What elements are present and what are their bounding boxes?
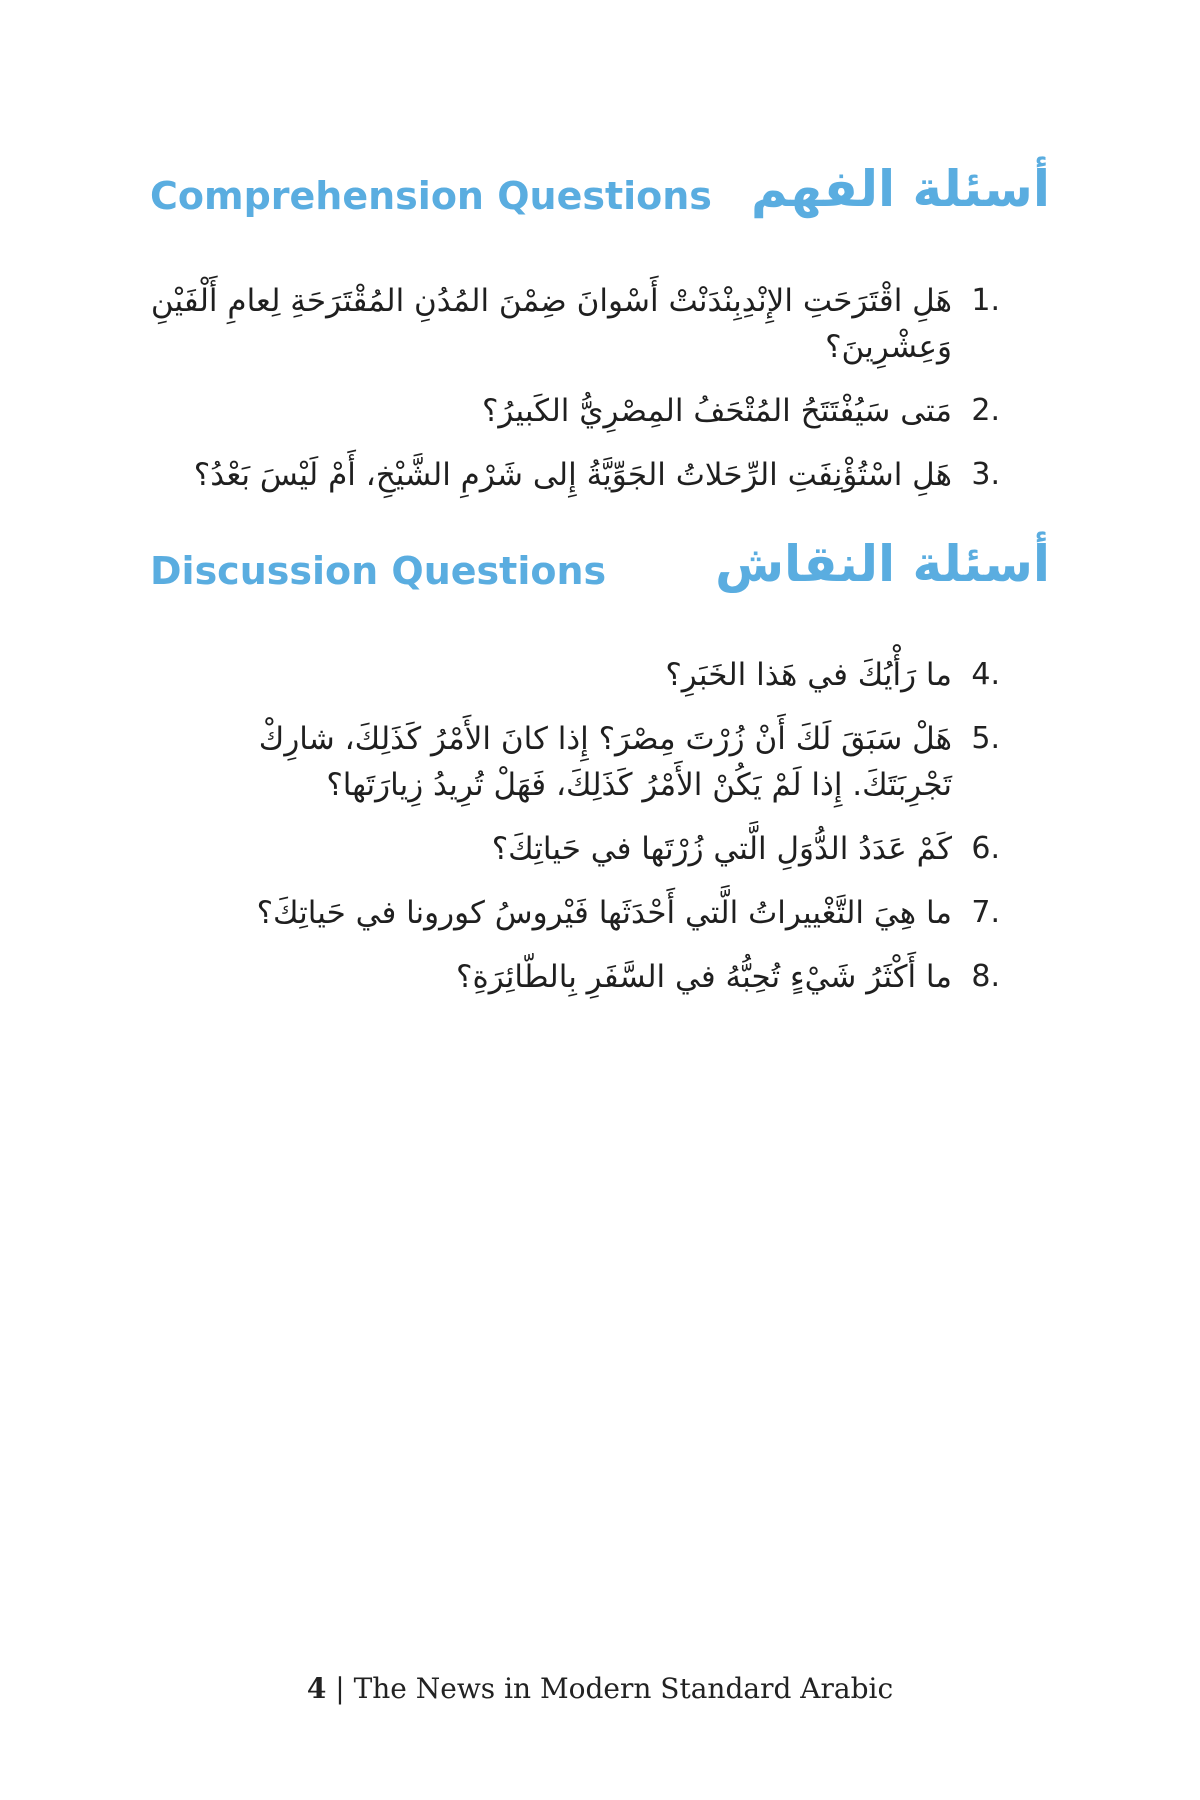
question-number: 7. bbox=[971, 895, 1000, 930]
question-item bbox=[150, 388, 1000, 434]
question-text: ما أَكْثَرُ شَيْءٍ تُحِبُّهُ في السَّفَرِ بِالطّائِرَةِ؟ bbox=[456, 959, 952, 995]
discussion-header bbox=[150, 535, 1050, 605]
discussion-title-en: Discussion Questions bbox=[150, 549, 607, 593]
question-text: كَمْ عَدَدُ الدُّوَلِ الَّتي زُرْتَها في حَياتِكَ؟ bbox=[491, 831, 952, 867]
question-item bbox=[150, 278, 1000, 370]
question-text: ما هِيَ التَّغْييراتُ الَّتي أَحْدَثَها فَيْروسُ كورونا في حَياتِكَ؟ bbox=[256, 895, 952, 931]
question-text: هَلِ اقْتَرَحَتِ الإِنْدِبِنْدَنْتْ أَسْوانَ ضِمْنَ المُدُنِ المُقْتَرَحَةِ لِعامِ أَلْفَيْنِ وَعِشْرِينَ؟ bbox=[150, 283, 952, 365]
question-number: 2. bbox=[971, 393, 1000, 428]
question-text: مَتى سَيُفْتَتَحُ المُتْحَفُ المِصْرِيُّ الكَبيرُ؟ bbox=[481, 393, 952, 429]
book-title: The News in Modern Standard Arabic bbox=[353, 1672, 894, 1705]
discussion-title-ar: أسئلة النقاش bbox=[715, 535, 1050, 593]
question-text: ما رَأْيُكَ في هَذا الخَبَرِ؟ bbox=[665, 657, 952, 693]
question-item bbox=[150, 652, 1000, 698]
question-item bbox=[150, 890, 1000, 936]
question-text: هَلْ سَبَقَ لَكَ أَنْ زُرْتَ مِصْرَ؟ إِذا كانَ الأَمْرُ كَذَلِكَ، شارِكْ تَجْرِبَتَكَ. إِذا لَمْ يَكُنْ الأَمْرُ كَذَلِكَ، فَهَلْ تُرِيدُ زِيارَتَها؟ bbox=[258, 721, 952, 803]
question-item bbox=[150, 826, 1000, 872]
question-number: 6. bbox=[971, 831, 1000, 866]
question-item bbox=[150, 954, 1000, 1000]
comprehension-question-list bbox=[150, 278, 1000, 516]
comprehension-header bbox=[150, 160, 1050, 230]
discussion-question-list bbox=[150, 652, 1000, 1018]
footer-separator: | bbox=[326, 1672, 354, 1705]
question-number: 1. bbox=[971, 283, 1000, 318]
comprehension-title-ar: أسئلة الفهم bbox=[751, 160, 1050, 218]
question-item bbox=[150, 716, 1000, 808]
comprehension-title-en: Comprehension Questions bbox=[150, 174, 712, 218]
question-item bbox=[150, 452, 1000, 498]
question-number: 8. bbox=[971, 959, 1000, 994]
question-number: 5. bbox=[971, 721, 1000, 756]
question-number: 4. bbox=[971, 657, 1000, 692]
question-number: 3. bbox=[971, 457, 1000, 492]
page-footer bbox=[0, 1672, 1200, 1705]
question-text: هَلِ اسْتُؤْنِفَتِ الرِّحَلاتُ الجَوِّيَّةُ إِلى شَرْمِ الشَّيْخِ، أَمْ لَيْسَ بَعْدُ؟ bbox=[193, 457, 952, 493]
page-number: 4 bbox=[306, 1672, 327, 1705]
